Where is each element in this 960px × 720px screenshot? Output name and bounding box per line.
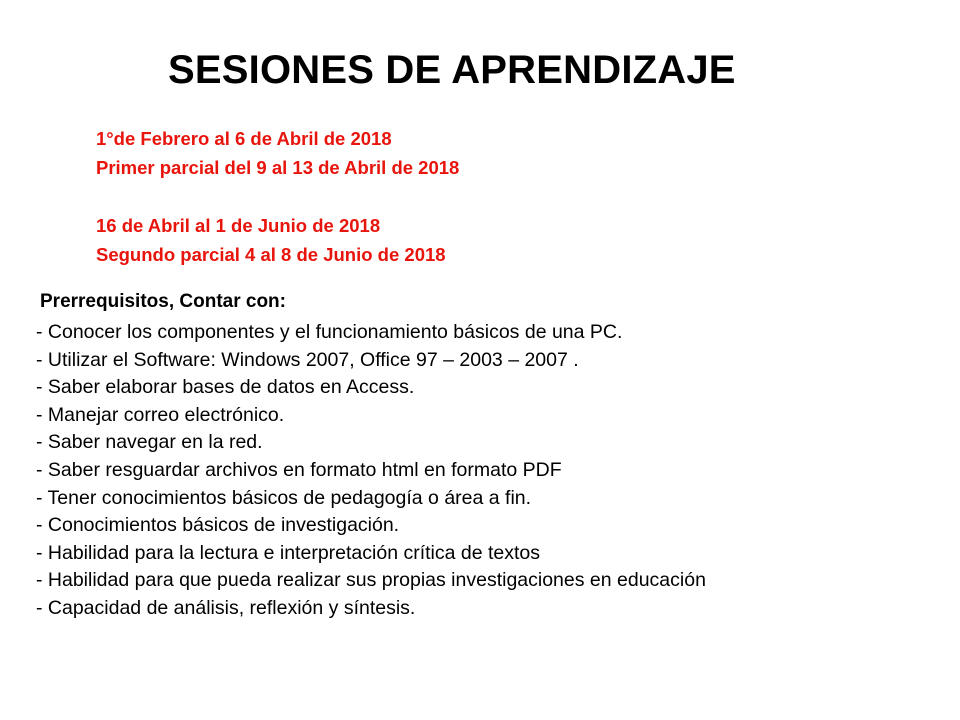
prerequisite-item: - Utilizar el Software: Windows 2007, Office 97 – 2003 – 2007 . — [36, 348, 579, 371]
session-date-line: Primer parcial del 9 al 13 de Abril de 2018 — [96, 157, 460, 178]
prerequisite-item: - Tener conocimientos básicos de pedagogía o área a fin. — [36, 486, 532, 509]
prerequisite-item: - Habilidad para que pueda realizar sus propias investigaciones en educación — [36, 569, 706, 592]
prerequisite-item: - Saber resguardar archivos en formato html en formato PDF — [36, 458, 562, 481]
slide-title: SESIONES DE APRENDIZAJE — [168, 48, 736, 92]
prerequisite-item: - Manejar correo electrónico. — [36, 403, 285, 426]
session-dates — [96, 124, 459, 269]
spacer — [96, 182, 459, 211]
prerequisite-item: - Habilidad para la lectura e interpretación crítica de textos — [36, 541, 541, 564]
session-date-line: Segundo parcial 4 al 8 de Junio de 2018 — [96, 244, 446, 265]
prerequisite-item: - Capacidad de análisis, reflexión y síntesis. — [36, 596, 416, 619]
prerequisites-list — [36, 319, 706, 623]
prerequisites-heading: Prerrequisitos, Contar con: — [40, 291, 286, 312]
session-date-line: 16 de Abril al 1 de Junio de 2018 — [96, 215, 381, 236]
prerequisite-item: - Conocimientos básicos de investigación. — [36, 514, 400, 537]
prerequisite-item: - Saber navegar en la red. — [36, 431, 263, 454]
prerequisite-item: - Saber elaborar bases de datos en Access. — [36, 376, 415, 399]
session-date-line: 1°de Febrero al 6 de Abril de 2018 — [96, 128, 392, 149]
prerequisite-item: - Conocer los componentes y el funcionamiento básicos de una PC. — [36, 321, 623, 343]
